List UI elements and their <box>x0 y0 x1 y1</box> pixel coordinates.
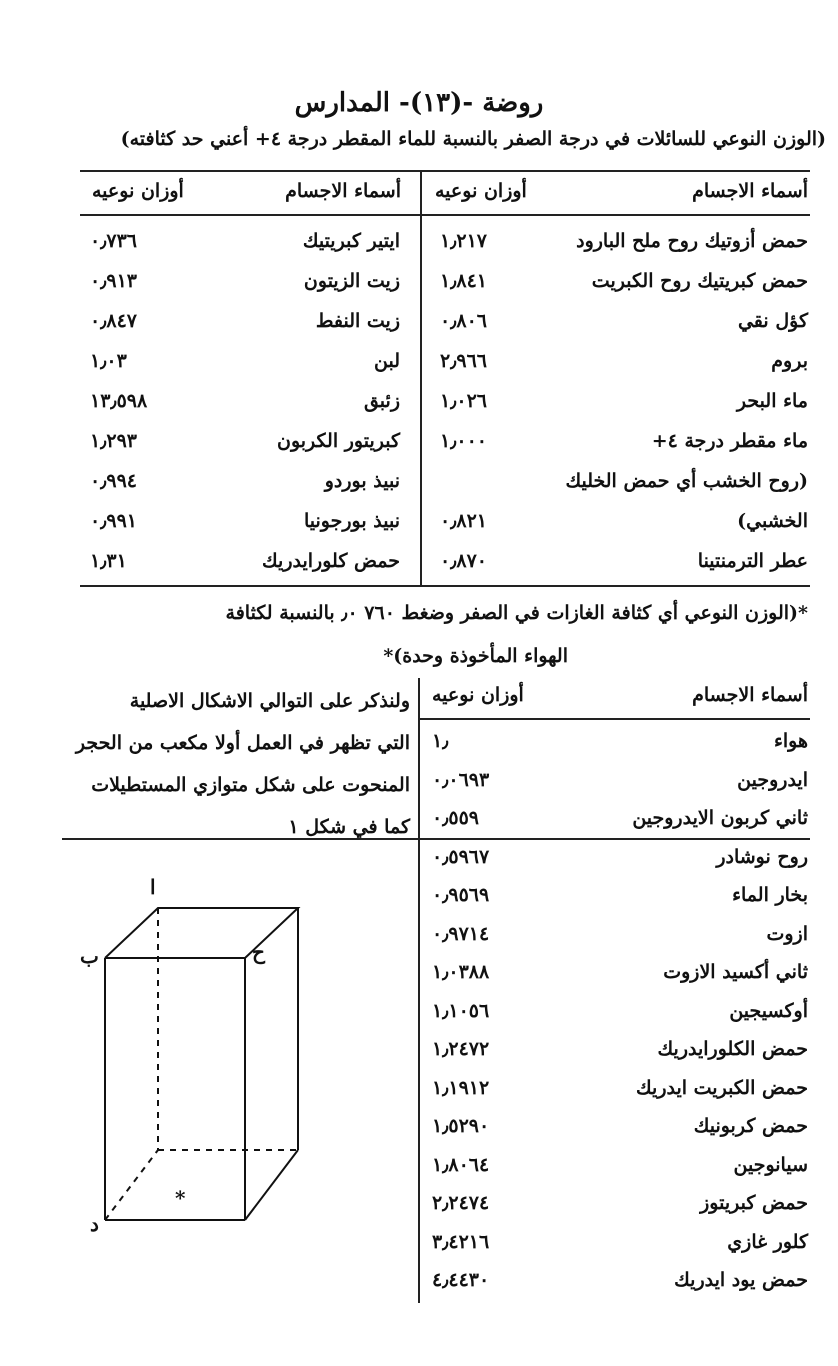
table1-right-name: حمض كبريتيك روح الكبريت <box>591 270 808 292</box>
figure-label-bottom-mid: * <box>175 1186 186 1210</box>
table2-name: حمض يود ايدريك <box>674 1269 808 1291</box>
table2-name: ثاني كربون الايدروجين <box>632 807 808 829</box>
side-text-line: ولنذكر على التوالي الاشكال الاصلية <box>129 690 410 712</box>
table1-top-rule <box>80 170 810 172</box>
table1-left-name: زيت النفط <box>315 310 400 332</box>
side-text-line: كما في شكل ١ <box>288 816 410 838</box>
table1-right-name: الخشبي) <box>737 510 808 532</box>
table1-right-name: بروم <box>771 350 808 372</box>
table1-right-name: ماء مقطر درجة ٤+ <box>651 430 808 452</box>
table2-value: ١٫١٠٥٦ <box>432 1000 490 1022</box>
table1-right-value: ٢٫٩٦٦ <box>440 350 487 372</box>
table1-right-name: حمض أزوتيك روح ملح البارود <box>576 230 808 252</box>
table1-left-value: ٠٫٧٣٦ <box>90 230 137 252</box>
table1-right-name: (روح الخشب أي حمض الخليك <box>565 470 808 492</box>
table1-left-value: ٠٫٩٩١ <box>90 510 137 532</box>
table2-note-line2: الهواء المأخوذة وحدة)* <box>383 645 568 667</box>
table2-name: سيانوجين <box>733 1154 808 1176</box>
table1-bottom-rule <box>80 585 810 587</box>
table1-title: (الوزن النوعي للسائلات في درجة الصفر بالنسبة للماء المقطر درجة ٤+ أعني حد كثافته) <box>120 128 826 150</box>
table2-name: حمض الكبريت ايدريك <box>636 1077 808 1099</box>
table2-name: ثاني أكسيد الازوت <box>663 961 808 983</box>
table1-right-value: ٠٫٨٢١ <box>440 510 487 532</box>
table2-name: أوكسيجين <box>729 1000 808 1022</box>
table1-left-name: كبريتور الكربون <box>277 430 400 452</box>
table1-left-name: نبيذ بورجونيا <box>304 510 400 532</box>
table2-value: ١٫ <box>432 730 449 752</box>
table1-right-value: ٠٫٨٠٦ <box>440 310 487 332</box>
table2-note-line1: *(الوزن النوعي أي كثافة الغازات في الصفر وضغط ٧٦٠ ٫٠ بالنسبة لكثافة <box>225 602 808 624</box>
table1-right-col-values: أوزان نوعيه <box>435 180 527 202</box>
table1-left-name: نبيذ بوردو <box>324 470 400 492</box>
table2-name: كلور غازي <box>727 1231 808 1253</box>
table1-right-name: كؤل نقي <box>737 310 808 332</box>
table1-right-col-names: أسماء الاجسام <box>692 180 808 202</box>
table1-right-value: ٠٫٨٧٠ <box>440 550 487 572</box>
table1-left-name: ايتير كبريتيك <box>302 230 400 252</box>
table1-right-value: ١٫٠٢٦ <box>440 390 487 412</box>
table2-value: ١٫٢٤٧٢ <box>432 1038 490 1060</box>
table2-name: هواء <box>773 730 808 752</box>
table2-name: حمض كربونيك <box>693 1115 808 1137</box>
table1-left-name: زيت الزيتون <box>303 270 400 292</box>
table1-right-value: ١٫٠٠٠ <box>440 430 487 452</box>
table1-left-name: لبن <box>374 350 400 372</box>
side-text-line: التي تظهر في العمل أولا مكعب من الحجر <box>75 732 410 754</box>
table1-right-name: عطر الترمنتينا <box>697 550 808 572</box>
table2-value: ١٫١٩١٢ <box>432 1077 490 1099</box>
side-text <box>76 680 410 848</box>
table1-left-name: حمض كلورايدريك <box>262 550 400 572</box>
table2-col-values: أوزان نوعيه <box>432 684 524 706</box>
table2-value: ٤٫٤٤٣٠ <box>432 1269 490 1291</box>
table2-value: ٠٫٩٧١٤ <box>432 923 490 945</box>
table1-left-value: ٠٫٨٤٧ <box>90 310 137 332</box>
table1-right-value: ١٫٢١٧ <box>440 230 487 252</box>
table2-value: ٠٫٠٦٩٣ <box>432 769 490 791</box>
figure-label-right: ح <box>252 940 265 964</box>
table1-right-value: ١٫٨٤١ <box>440 270 487 292</box>
figure-label-left: ب <box>80 944 99 968</box>
figure-label-top: ا <box>150 875 156 899</box>
table2-name: حمض كبريتوز <box>700 1192 808 1214</box>
table2-value: ٠٫٥٥٩ <box>432 807 479 829</box>
table1-left-value: ١٫٠٣ <box>90 350 127 372</box>
prism-figure <box>80 860 380 1240</box>
table2-name: حمض الكلورايدريك <box>657 1038 808 1060</box>
table2-value: ٢٫٢٤٧٤ <box>432 1192 490 1214</box>
table2-name: ايدروجين <box>737 769 808 791</box>
table2-name: روح نوشادر <box>716 846 808 868</box>
table2-name: ازوت <box>766 923 808 945</box>
table2-value: ٣٫٤٢١٦ <box>432 1231 490 1253</box>
table1-left-col-values: أوزان نوعيه <box>92 180 184 202</box>
table1-left-name: زئبق <box>363 390 400 412</box>
table2-value: ١٫٨٠٦٤ <box>432 1154 490 1176</box>
table1-center-divider <box>420 172 422 587</box>
table1-left-value: ٠٫٩٩٤ <box>90 470 137 492</box>
figure-label-bottom-left: د <box>90 1212 99 1236</box>
table1-left-value: ١٣٫٥٩٨ <box>90 390 148 412</box>
table1-left-value: ٠٫٩١٣ <box>90 270 137 292</box>
table2-name: بخار الماء <box>732 884 808 906</box>
table2-divider <box>418 678 420 1303</box>
table1-left-value: ١٫٣١ <box>90 550 127 572</box>
table2-value: ٠٫٥٩٦٧ <box>432 846 490 868</box>
table2-value: ١٫٠٣٨٨ <box>432 961 490 983</box>
side-text-line: المنحوت على شكل متوازي المستطيلات <box>91 774 410 796</box>
table1-header-rule <box>80 214 810 216</box>
page-header: روضة -(١٣)- المدارس <box>294 88 544 118</box>
table2-col-names: أسماء الاجسام <box>692 684 808 706</box>
table1-right-name: ماء البحر <box>736 390 808 412</box>
table2-value: ٠٫٩٥٦٩ <box>432 884 490 906</box>
table1-left-col-names: أسماء الاجسام <box>285 180 401 202</box>
table2-value: ١٫٥٢٩٠ <box>432 1115 490 1137</box>
table1-left-value: ١٫٢٩٣ <box>90 430 137 452</box>
table2-header-rule <box>418 718 810 720</box>
